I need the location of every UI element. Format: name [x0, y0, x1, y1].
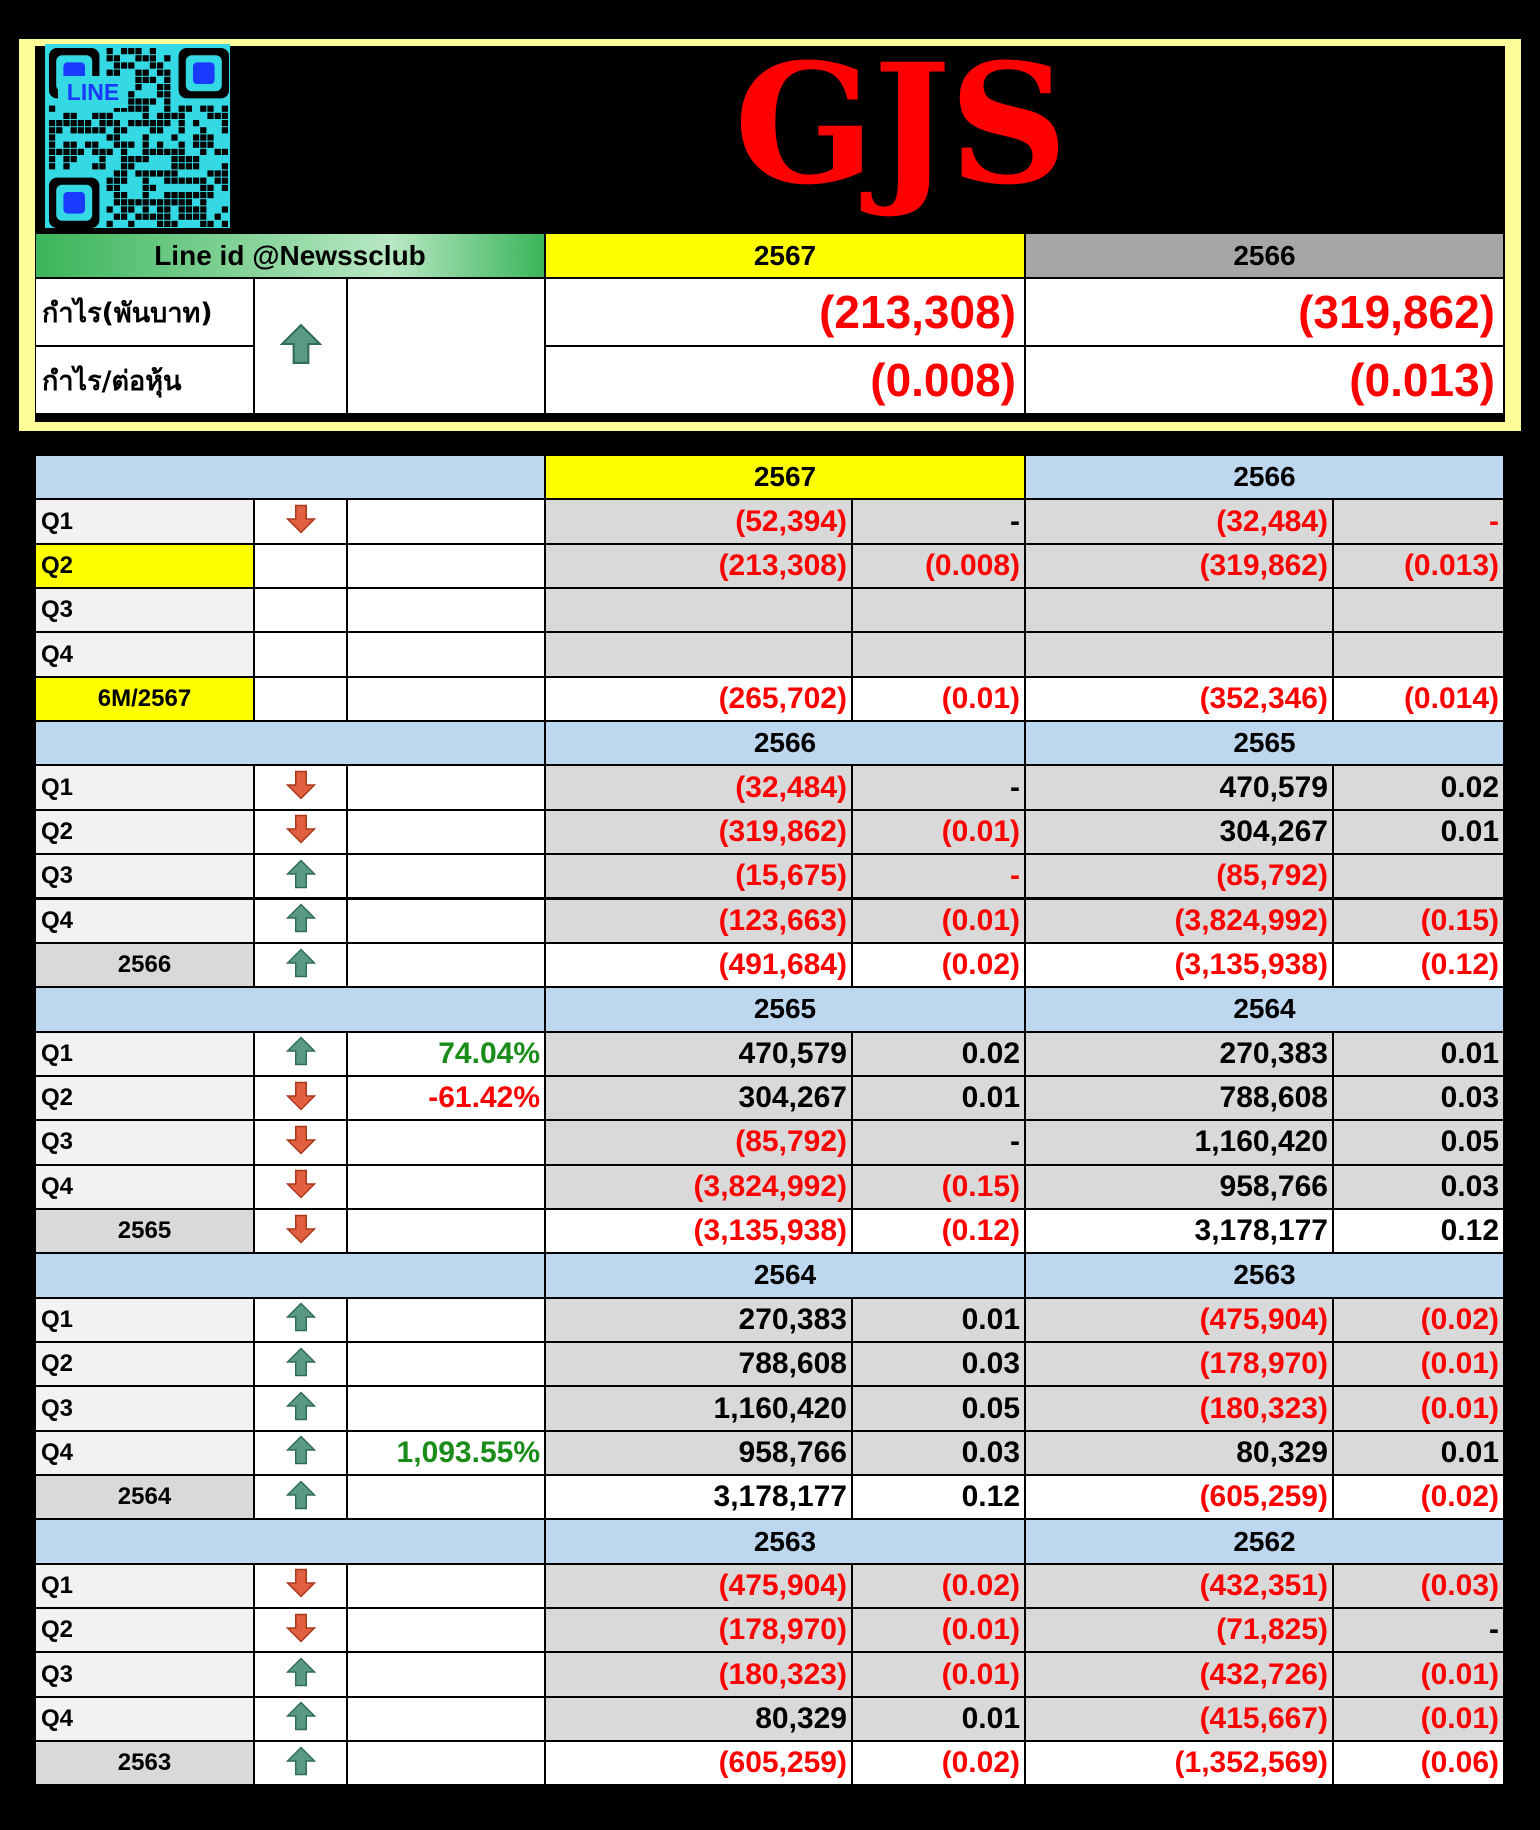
line-qr-code[interactable]: [45, 44, 230, 228]
row-eps-right: (0.02): [1333, 1475, 1504, 1519]
row-trend: [254, 1032, 347, 1076]
row-profit-right: (432,351): [1025, 1564, 1333, 1608]
row-profit-right: 80,329: [1025, 1431, 1333, 1475]
down-arrow-icon: [286, 1125, 316, 1160]
row-label: 2565: [35, 1209, 254, 1253]
section-3-year-left: 2564: [545, 1253, 1025, 1297]
row-profit-right: (3,135,938): [1025, 943, 1333, 987]
row-eps-right: (0.02): [1333, 1298, 1504, 1342]
row-label: Q3: [35, 854, 254, 898]
row-percent-change: 74.04%: [347, 1032, 545, 1076]
ticker-logo: GJS: [733, 27, 1067, 221]
row-label: Q2: [35, 810, 254, 854]
summary-label-1: กำไร/ต่อหุ้น: [35, 346, 254, 414]
row-eps-right: (0.03): [1333, 1564, 1504, 1608]
row-eps-left: -: [852, 1120, 1025, 1164]
section-4-year-left: 2563: [545, 1519, 1025, 1563]
row-profit-right: (32,484): [1025, 499, 1333, 543]
row-eps-right: [1333, 632, 1504, 676]
row-profit-left: 80,329: [545, 1697, 852, 1741]
row-eps-right: 0.02: [1333, 765, 1504, 809]
section-2-year-right: 2564: [1025, 987, 1504, 1031]
row-eps-left: (0.008): [852, 544, 1025, 588]
section-1-year-left: 2566: [545, 721, 1025, 765]
row-eps-right: -: [1333, 499, 1504, 543]
row-profit-left: (52,394): [545, 499, 852, 543]
row-label: Q3: [35, 1120, 254, 1164]
row-trend: [254, 810, 347, 854]
row-profit-left: (213,308): [545, 544, 852, 588]
row-profit-right: (1,352,569): [1025, 1741, 1333, 1785]
row-eps-left: -: [852, 499, 1025, 543]
section-2-header-blank: [35, 987, 545, 1031]
section-2-year-left: 2565: [545, 987, 1025, 1031]
row-trend: [254, 1209, 347, 1253]
row-eps-left: (0.01): [852, 810, 1025, 854]
section-3-header-blank: [35, 1253, 545, 1297]
row-eps-right: (0.01): [1333, 1386, 1504, 1430]
row-eps-left: [852, 588, 1025, 632]
row-eps-left: -: [852, 854, 1025, 898]
down-arrow-icon: [286, 1169, 316, 1204]
row-label: Q2: [35, 544, 254, 588]
row-eps-right: 0.03: [1333, 1165, 1504, 1209]
row-percent-change: [347, 544, 545, 588]
row-trend: [254, 1342, 347, 1386]
row-label: 2566: [35, 943, 254, 987]
row-trend: [254, 1386, 347, 1430]
up-arrow-icon: [286, 903, 316, 938]
down-arrow-icon: [286, 1613, 316, 1648]
row-profit-left: [545, 588, 852, 632]
row-label: Q1: [35, 1032, 254, 1076]
row-label: Q2: [35, 1342, 254, 1386]
up-arrow-icon: [286, 1701, 316, 1736]
row-trend: [254, 677, 347, 721]
up-arrow-icon: [280, 323, 322, 370]
section-4-year-right: 2562: [1025, 1519, 1504, 1563]
line-id-cell: Line id @Newssclub: [35, 233, 545, 278]
row-eps-right: 0.01: [1333, 810, 1504, 854]
row-percent-change: [347, 943, 545, 987]
row-percent-change: -61.42%: [347, 1076, 545, 1120]
row-trend: [254, 1475, 347, 1519]
row-eps-left: (0.01): [852, 1652, 1025, 1696]
row-eps-left: 0.02: [852, 1032, 1025, 1076]
row-profit-left: [545, 632, 852, 676]
row-eps-right: (0.01): [1333, 1697, 1504, 1741]
row-trend: [254, 588, 347, 632]
row-eps-left: (0.02): [852, 943, 1025, 987]
row-eps-right: (0.06): [1333, 1741, 1504, 1785]
summary-empty-cell: [347, 278, 545, 414]
row-eps-left: 0.03: [852, 1342, 1025, 1386]
row-eps-right: (0.12): [1333, 943, 1504, 987]
row-profit-right: 470,579: [1025, 765, 1333, 809]
row-profit-right: (71,825): [1025, 1608, 1333, 1652]
row-percent-change: [347, 1608, 545, 1652]
row-profit-right: (319,862): [1025, 544, 1333, 588]
up-arrow-icon: [286, 1302, 316, 1337]
row-label: Q1: [35, 1298, 254, 1342]
row-profit-right: [1025, 588, 1333, 632]
row-percent-change: [347, 1697, 545, 1741]
row-trend: [254, 943, 347, 987]
row-profit-right: (180,323): [1025, 1386, 1333, 1430]
row-profit-right: (178,970): [1025, 1342, 1333, 1386]
row-percent-change: 1,093.55%: [347, 1431, 545, 1475]
row-label: 2563: [35, 1741, 254, 1785]
row-eps-left: (0.02): [852, 1564, 1025, 1608]
row-profit-right: (475,904): [1025, 1298, 1333, 1342]
row-profit-right: 3,178,177: [1025, 1209, 1333, 1253]
row-profit-right: 270,383: [1025, 1032, 1333, 1076]
row-label: Q2: [35, 1608, 254, 1652]
row-profit-left: (32,484): [545, 765, 852, 809]
row-profit-left: (180,323): [545, 1652, 852, 1696]
row-profit-right: 304,267: [1025, 810, 1333, 854]
row-profit-left: 958,766: [545, 1431, 852, 1475]
row-percent-change: [347, 1342, 545, 1386]
row-profit-right: (85,792): [1025, 854, 1333, 898]
up-arrow-icon: [286, 1347, 316, 1382]
row-trend: [254, 1298, 347, 1342]
row-trend: [254, 854, 347, 898]
row-trend: [254, 544, 347, 588]
summary-value-2566-1: (0.013): [1025, 346, 1504, 414]
row-trend: [254, 632, 347, 676]
row-profit-right: [1025, 632, 1333, 676]
row-eps-left: (0.12): [852, 1209, 1025, 1253]
section-0-year-right: 2566: [1025, 455, 1504, 499]
row-trend: [254, 1652, 347, 1696]
row-percent-change: [347, 1475, 545, 1519]
row-percent-change: [347, 765, 545, 809]
row-percent-change: [347, 810, 545, 854]
section-3-year-right: 2563: [1025, 1253, 1504, 1297]
row-eps-right: (0.01): [1333, 1652, 1504, 1696]
row-profit-left: 270,383: [545, 1298, 852, 1342]
down-arrow-icon: [286, 814, 316, 849]
row-percent-change: [347, 499, 545, 543]
row-trend: [254, 899, 347, 943]
summary-value-2566-0: (319,862): [1025, 278, 1504, 346]
row-profit-right: 1,160,420: [1025, 1120, 1333, 1164]
row-profit-right: (605,259): [1025, 1475, 1333, 1519]
section-1-header-blank: [35, 721, 545, 765]
row-trend: [254, 1697, 347, 1741]
row-eps-right: [1333, 854, 1504, 898]
row-profit-left: (491,684): [545, 943, 852, 987]
row-profit-left: (123,663): [545, 899, 852, 943]
row-label: Q2: [35, 1076, 254, 1120]
row-eps-right: [1333, 588, 1504, 632]
row-eps-right: 0.01: [1333, 1032, 1504, 1076]
summary-label-0: กำไร(พันบาท): [35, 278, 254, 346]
row-eps-left: -: [852, 765, 1025, 809]
up-arrow-icon: [286, 1391, 316, 1426]
row-eps-left: 0.05: [852, 1386, 1025, 1430]
row-profit-right: 958,766: [1025, 1165, 1333, 1209]
qr-label: LINE: [58, 76, 128, 108]
row-eps-right: 0.03: [1333, 1076, 1504, 1120]
row-label: Q1: [35, 765, 254, 809]
row-label: Q1: [35, 499, 254, 543]
row-profit-left: (3,824,992): [545, 1165, 852, 1209]
row-profit-right: (352,346): [1025, 677, 1333, 721]
row-eps-left: [852, 632, 1025, 676]
row-trend: [254, 1120, 347, 1164]
row-percent-change: [347, 1564, 545, 1608]
row-percent-change: [347, 1120, 545, 1164]
row-percent-change: [347, 1209, 545, 1253]
row-label: Q4: [35, 1165, 254, 1209]
row-label: Q3: [35, 588, 254, 632]
row-profit-left: (475,904): [545, 1564, 852, 1608]
row-profit-left: 304,267: [545, 1076, 852, 1120]
row-eps-right: (0.013): [1333, 544, 1504, 588]
row-percent-change: [347, 1298, 545, 1342]
up-arrow-icon: [286, 1435, 316, 1470]
row-eps-right: (0.15): [1333, 899, 1504, 943]
row-label: Q3: [35, 1386, 254, 1430]
down-arrow-icon: [286, 1081, 316, 1116]
row-trend: [254, 765, 347, 809]
row-label: Q4: [35, 1431, 254, 1475]
row-eps-left: (0.15): [852, 1165, 1025, 1209]
row-percent-change: [347, 1386, 545, 1430]
row-trend: [254, 1431, 347, 1475]
row-eps-right: 0.12: [1333, 1209, 1504, 1253]
row-label: Q1: [35, 1564, 254, 1608]
up-arrow-icon: [286, 1746, 316, 1781]
row-percent-change: [347, 1165, 545, 1209]
row-profit-right: (415,667): [1025, 1697, 1333, 1741]
row-trend: [254, 1165, 347, 1209]
row-eps-left: (0.01): [852, 899, 1025, 943]
row-percent-change: [347, 588, 545, 632]
row-eps-left: (0.01): [852, 677, 1025, 721]
row-trend: [254, 1608, 347, 1652]
row-profit-left: 3,178,177: [545, 1475, 852, 1519]
row-eps-left: 0.01: [852, 1298, 1025, 1342]
down-arrow-icon: [286, 770, 316, 805]
summary-year-2566: 2566: [1025, 233, 1504, 278]
row-eps-left: 0.01: [852, 1697, 1025, 1741]
up-arrow-icon: [286, 1657, 316, 1692]
row-eps-right: 0.05: [1333, 1120, 1504, 1164]
row-label: 6M/2567: [35, 677, 254, 721]
row-percent-change: [347, 854, 545, 898]
section-4-header-blank: [35, 1519, 545, 1563]
summary-value-2567-0: (213,308): [545, 278, 1025, 346]
row-profit-left: (85,792): [545, 1120, 852, 1164]
row-profit-left: (605,259): [545, 1741, 852, 1785]
up-arrow-icon: [286, 1036, 316, 1071]
summary-trend-cell: [254, 278, 347, 414]
row-label: Q3: [35, 1652, 254, 1696]
row-percent-change: [347, 677, 545, 721]
row-trend: [254, 1741, 347, 1785]
row-label: Q4: [35, 1697, 254, 1741]
row-profit-left: 1,160,420: [545, 1386, 852, 1430]
down-arrow-icon: [286, 1214, 316, 1249]
row-percent-change: [347, 899, 545, 943]
row-eps-right: -: [1333, 1608, 1504, 1652]
row-profit-left: 788,608: [545, 1342, 852, 1386]
row-percent-change: [347, 1741, 545, 1785]
down-arrow-icon: [286, 504, 316, 539]
summary-year-2567: 2567: [545, 233, 1025, 278]
up-arrow-icon: [286, 1480, 316, 1515]
row-eps-right: (0.01): [1333, 1342, 1504, 1386]
row-eps-right: 0.01: [1333, 1431, 1504, 1475]
down-arrow-icon: [286, 1568, 316, 1603]
up-arrow-icon: [286, 859, 316, 894]
row-eps-left: 0.12: [852, 1475, 1025, 1519]
row-label: 2564: [35, 1475, 254, 1519]
row-label: Q4: [35, 899, 254, 943]
row-profit-left: (15,675): [545, 854, 852, 898]
row-eps-right: (0.014): [1333, 677, 1504, 721]
section-0-header-blank: [35, 455, 545, 499]
row-profit-right: (3,824,992): [1025, 899, 1333, 943]
row-profit-left: (178,970): [545, 1608, 852, 1652]
row-profit-right: (432,726): [1025, 1652, 1333, 1696]
row-profit-left: (3,135,938): [545, 1209, 852, 1253]
row-trend: [254, 1564, 347, 1608]
row-trend: [254, 1076, 347, 1120]
row-profit-left: (319,862): [545, 810, 852, 854]
row-trend: [254, 499, 347, 543]
up-arrow-icon: [286, 948, 316, 983]
row-eps-left: 0.03: [852, 1431, 1025, 1475]
row-percent-change: [347, 632, 545, 676]
row-label: Q4: [35, 632, 254, 676]
row-eps-left: (0.02): [852, 1741, 1025, 1785]
row-profit-left: 470,579: [545, 1032, 852, 1076]
row-percent-change: [347, 1652, 545, 1696]
row-eps-left: 0.01: [852, 1076, 1025, 1120]
section-0-year-left: 2567: [545, 455, 1025, 499]
row-eps-left: (0.01): [852, 1608, 1025, 1652]
row-profit-right: 788,608: [1025, 1076, 1333, 1120]
row-profit-left: (265,702): [545, 677, 852, 721]
section-1-year-right: 2565: [1025, 721, 1504, 765]
summary-value-2567-1: (0.008): [545, 346, 1025, 414]
